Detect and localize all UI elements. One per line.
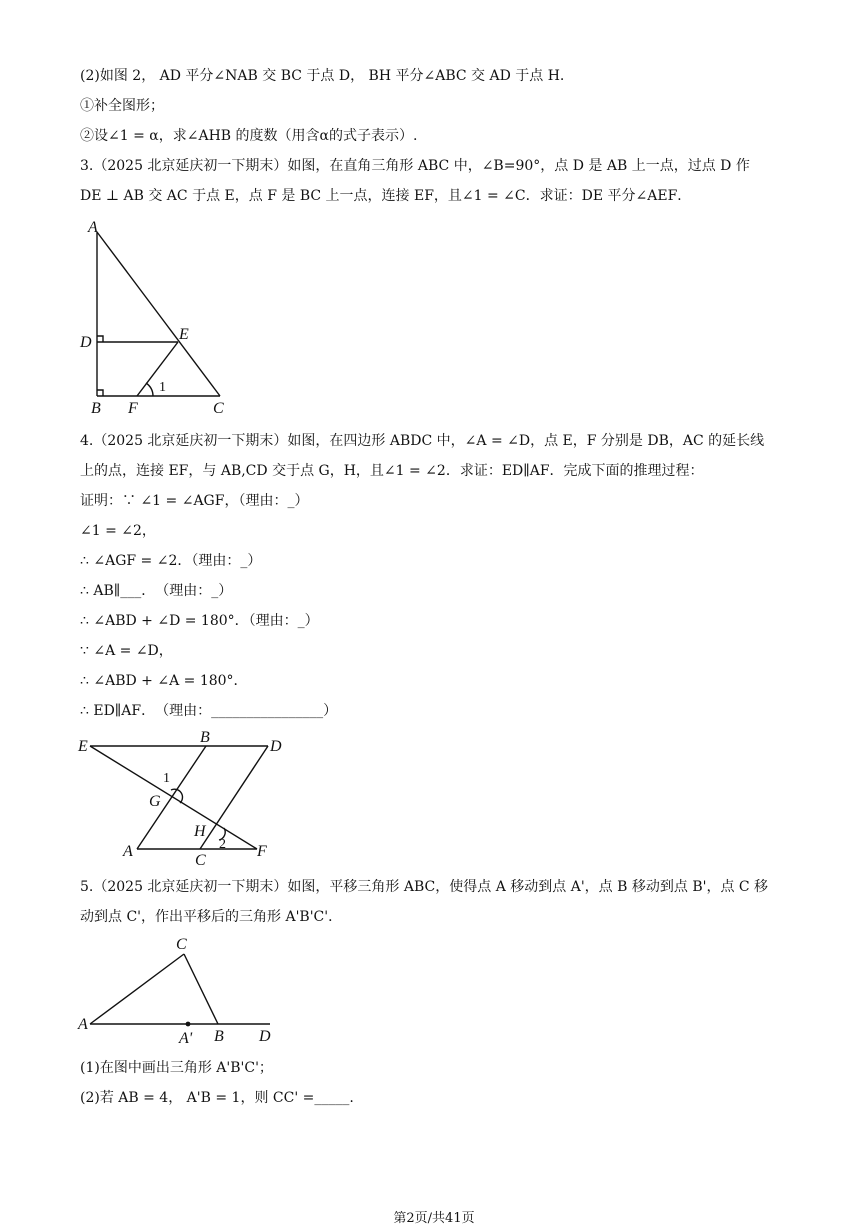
label-C: C: [213, 400, 224, 417]
label-H: H: [194, 823, 206, 840]
problem3-figure: [70, 212, 250, 422]
segment-CB: [184, 954, 218, 1024]
label-C: C: [195, 852, 206, 869]
part2-line-3: ②设∠1 = α，求∠AHB 的度数（用含α的式子表示）.: [80, 128, 418, 144]
problem5-question-1: (1)在图中画出三角形 A'B'C'；: [80, 1060, 273, 1076]
segment-EF: [90, 746, 257, 849]
segment-EF: [137, 342, 178, 396]
label-A: A: [88, 219, 98, 236]
proof-step-3: ∴ ∠AGF = ∠2．（理由：_）: [80, 553, 262, 569]
proof-step-8: ∴ ED∥AF． （理由：________________）: [80, 703, 338, 719]
problem4-figure: [70, 724, 290, 870]
label-A-prime: A': [179, 1030, 193, 1047]
page-footer: 第2页/共41页: [393, 1211, 475, 1226]
problem5-figure: [70, 930, 290, 1050]
label-B: B: [214, 1028, 224, 1045]
label-F: F: [128, 400, 138, 417]
problem5-question-2: (2)若 AB = 4， A'B = 1，则 CC' =_____.: [80, 1090, 354, 1106]
segment-CD: [200, 746, 268, 849]
problem3-line-1: 3.（2025 北京延庆初一下期末）如图，在直角三角形 ABC 中，∠B=90°，点 D 是 AB 上一点，过点 D 作: [80, 158, 750, 174]
proof-step-7: ∴ ∠ABD + ∠A = 180°．: [80, 673, 248, 689]
proof-step-5: ∴ ∠ABD + ∠D = 180°．（理由：_）: [80, 613, 319, 629]
problem3-line-2: DE ⊥ AB 交 AC 于点 E，点 F 是 BC 上一点，连接 EF，且∠1 = ∠C．求证：DE 平分∠AEF．: [80, 188, 692, 204]
segment-AC: [90, 954, 184, 1024]
label-B: B: [91, 400, 101, 417]
label-C: C: [176, 936, 187, 953]
label-D: D: [80, 334, 92, 351]
label-F: F: [257, 843, 267, 860]
proof-step-1: 证明：∵ ∠1 = ∠AGF，（理由：_）: [80, 493, 309, 509]
part2-line-1: (2)如图 2， AD 平分∠NAB 交 BC 于点 D， BH 平分∠ABC 交 AD 于点 H.: [80, 68, 565, 84]
point-A-prime: [186, 1022, 191, 1027]
proof-step-2: ∠1 = ∠2，: [80, 523, 156, 539]
label-E: E: [78, 738, 88, 755]
problem4-line-2: 上的点，连接 EF，与 AB,CD 交于点 G，H，且∠1 = ∠2．求证：ED∥AF．完成下面的推理过程：: [80, 463, 704, 479]
problem4-line-1: 4.（2025 北京延庆初一下期末）如图，在四边形 ABDC 中，∠A = ∠D，点 E，F 分别是 DB，AC 的延长线: [80, 433, 765, 449]
label-D: D: [259, 1028, 271, 1045]
right-angle-B: [97, 390, 103, 396]
angle-1-arc: [146, 383, 153, 396]
part2-line-2: ①补全图形；: [80, 98, 164, 114]
label-A: A: [78, 1016, 88, 1033]
proof-step-4: ∴ AB∥___． （理由：_）: [80, 583, 233, 599]
problem5-line-1: 5.（2025 北京延庆初一下期末）如图，平移三角形 ABC，使得点 A 移动到点 A'，点 B 移动到点 B'，点 C 移: [80, 879, 769, 895]
label-angle-1: 1: [159, 380, 166, 395]
label-D: D: [270, 738, 282, 755]
label-A: A: [123, 843, 133, 860]
right-angle-D: [97, 336, 103, 342]
problem5-line-2: 动到点 C'，作出平移后的三角形 A'B'C'．: [80, 909, 343, 925]
label-E: E: [179, 326, 189, 343]
proof-step-6: ∵ ∠A = ∠D，: [80, 643, 173, 659]
label-G: G: [149, 793, 161, 810]
label-B: B: [200, 729, 210, 746]
segment-AC: [97, 232, 220, 396]
label-angle-1: 1: [163, 771, 170, 786]
label-angle-2: 2: [219, 837, 226, 852]
